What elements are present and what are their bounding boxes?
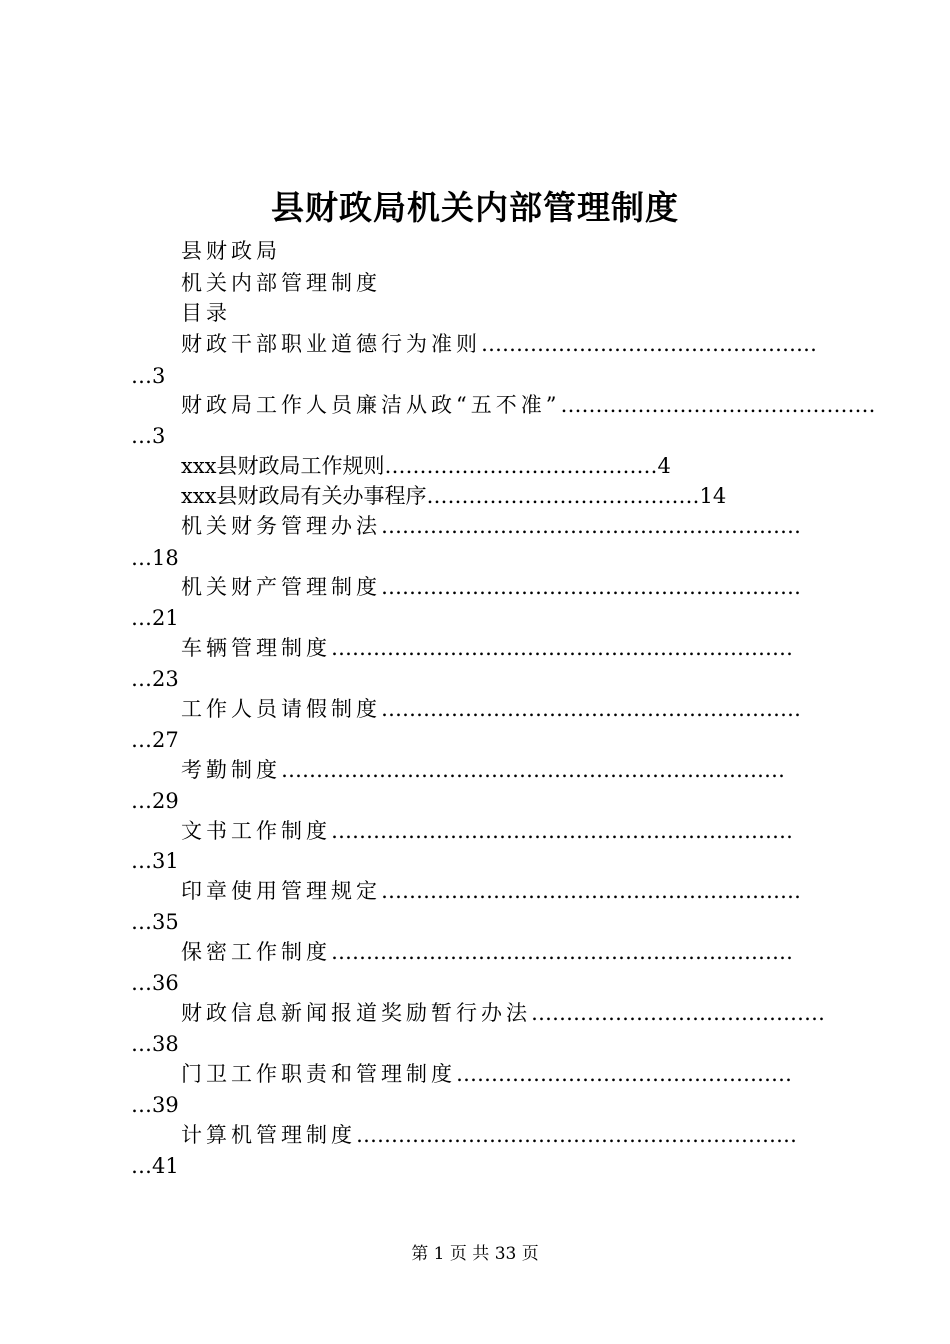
department-name: 县财政局	[181, 239, 281, 263]
toc-entry-page: …29	[131, 789, 179, 813]
toc-entry-title: 财政局工作人员廉洁从政“五不准”	[181, 393, 561, 417]
toc-entry-page: …41	[131, 1154, 179, 1178]
page-footer: 第 1 页 共 33 页	[411, 1244, 539, 1264]
toc-entry	[181, 572, 831, 602]
toc-entry-title: 文书工作制度	[181, 819, 331, 843]
toc-entry-title: 车辆管理制度	[181, 636, 331, 660]
toc-leader-dots: ………………………………………………………………	[281, 758, 785, 782]
toc-leader-dots: ……………………………………………………	[381, 514, 801, 538]
toc-entry-title: 工作人员请假制度	[181, 697, 381, 721]
toc-entry	[181, 755, 831, 785]
toc-entry-page: …35	[131, 910, 179, 934]
toc-entry	[181, 1059, 831, 1089]
toc-entry-title: 印章使用管理规定	[181, 879, 381, 903]
toc-entry-title: 保密工作制度	[181, 940, 331, 964]
toc-entry-title: 机关财务管理办法	[181, 514, 381, 538]
toc-entry-page: …31	[131, 849, 179, 873]
toc-leader-dots: ……………………………………………………	[381, 879, 801, 903]
toc-entry-page: …21	[131, 606, 179, 630]
toc-entry	[181, 633, 831, 663]
toc-entry	[181, 937, 831, 967]
toc-entry-page: 14	[699, 484, 727, 508]
toc-entry	[181, 694, 831, 724]
toc-leader-dots: …………………………………	[426, 484, 700, 508]
toc-entry	[181, 511, 831, 541]
toc-entry	[181, 998, 831, 1028]
toc-entry-title: 财政信息新闻报道奖励暂行办法	[181, 1001, 531, 1025]
toc-entry-page: …38	[131, 1032, 179, 1056]
toc-entry-page: …36	[131, 971, 179, 995]
toc-entry-page: …3	[131, 424, 166, 448]
toc-leader-dots: ……………………………………………………	[381, 697, 801, 721]
toc-entry-page: …23	[131, 667, 179, 691]
toc-heading: 目录	[181, 301, 231, 325]
toc-leader-dots: ……………………………………………………	[381, 575, 801, 599]
toc-entry-title: 机关财产管理制度	[181, 575, 381, 599]
toc-entry-title: 考勤制度	[181, 758, 281, 782]
toc-entry-title: 计算机管理制度	[181, 1123, 356, 1147]
toc-entry-page: …3	[131, 364, 166, 388]
toc-entry-page: …18	[131, 546, 179, 570]
toc-entry	[181, 329, 831, 359]
toc-leader-dots: …………………………………………	[481, 332, 817, 356]
toc-leader-dots: …………………………………………………………	[331, 636, 793, 660]
toc-entry-page: …39	[131, 1093, 179, 1117]
toc-leader-dots: ………………………………………………………	[356, 1123, 797, 1147]
toc-entry-title: xxx县财政局工作规则	[181, 454, 385, 478]
toc-entry-title: 财政干部职业道德行为准则	[181, 332, 481, 356]
toc-leader-dots: …………………………………	[384, 454, 658, 478]
toc-leader-dots: …………………………………………………………	[331, 940, 793, 964]
toc-entry-title: xxx县财政局有关办事程序	[181, 484, 427, 508]
toc-leader-dots: ……………………………………	[531, 1001, 825, 1025]
toc-entry-page: …27	[131, 728, 179, 752]
toc-entry	[181, 1120, 831, 1150]
toc-entry	[181, 390, 876, 420]
toc-entry	[181, 816, 831, 846]
toc-leader-dots: …………………………………………	[456, 1062, 792, 1086]
toc-entry	[181, 451, 671, 481]
toc-entry-page: 4	[657, 454, 671, 478]
toc-entry	[181, 481, 726, 511]
toc-leader-dots: …………………………………………………………	[331, 819, 793, 843]
toc-entry-title: 门卫工作职责和管理制度	[181, 1062, 456, 1086]
toc-entry	[181, 876, 831, 906]
toc-leader-dots: ………………………………………	[560, 393, 876, 417]
document-subtitle: 机关内部管理制度	[181, 271, 381, 295]
page-title: 县财政局机关内部管理制度	[271, 188, 679, 227]
